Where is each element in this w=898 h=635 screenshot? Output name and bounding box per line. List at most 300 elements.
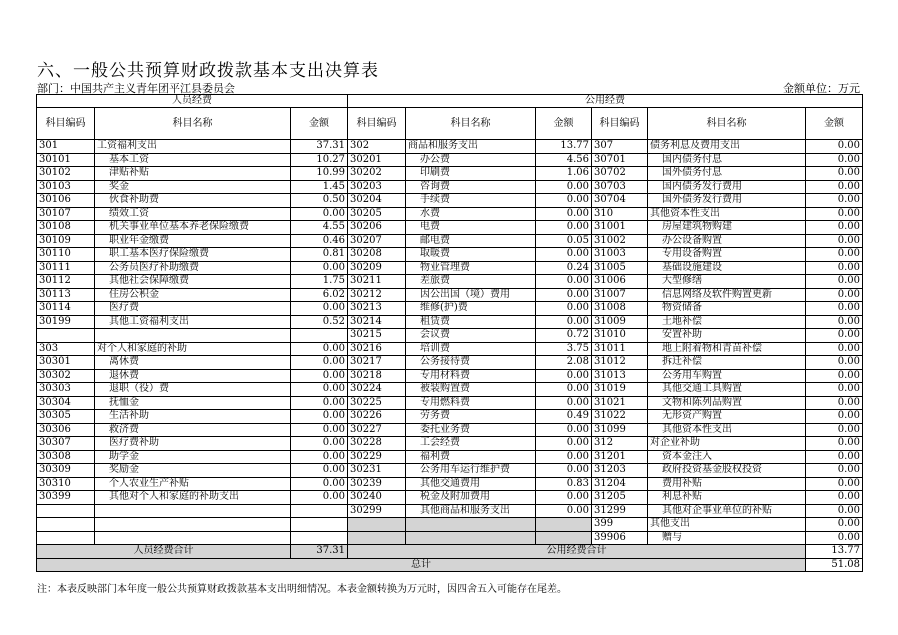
public-other-name-cell: 办公设备购置 <box>648 234 806 248</box>
goods-services-code-cell: 30215 <box>348 329 406 343</box>
personnel-amount-cell: 10.27 <box>291 153 348 167</box>
goods-services-code-cell: 30201 <box>348 153 406 167</box>
public-other-amount-cell: 0.00 <box>806 396 863 410</box>
personnel-code-cell: 30114 <box>37 302 95 316</box>
goods-services-name-cell: 福利费 <box>406 450 536 464</box>
public-other-code-cell: 30702 <box>592 167 648 181</box>
public-other-amount-cell: 0.00 <box>806 275 863 289</box>
public-other-amount-cell: 0.00 <box>806 194 863 208</box>
public-other-amount-cell: 0.00 <box>806 342 863 356</box>
public-other-code-cell: 31001 <box>592 221 648 235</box>
public-other-amount-cell: 0.00 <box>806 315 863 329</box>
personnel-code-cell: 30113 <box>37 288 95 302</box>
public-other-name-cell: 公务用车购置 <box>648 369 806 383</box>
goods-services-name-cell: 其他交通费用 <box>406 477 536 491</box>
public-other-name-cell: 安置补助 <box>648 329 806 343</box>
goods-services-code-cell: 30217 <box>348 356 406 370</box>
public-other-amount-cell: 0.00 <box>806 504 863 518</box>
col-header-amount: 金额 <box>536 108 592 140</box>
goods-services-amount-cell: 0.00 <box>536 437 592 451</box>
personnel-amount-cell: 0.00 <box>291 369 348 383</box>
goods-services-amount-cell: 1.06 <box>536 167 592 181</box>
goods-services-name-cell: 税金及附加费用 <box>406 491 536 505</box>
personnel-amount-cell: 0.00 <box>291 491 348 505</box>
public-other-code-cell: 31012 <box>592 356 648 370</box>
public-other-name-cell: 拆迁补偿 <box>648 356 806 370</box>
public-other-name-cell: 资本金注入 <box>648 450 806 464</box>
personnel-amount-cell: 0.46 <box>291 234 348 248</box>
personnel-amount-cell: 0.00 <box>291 464 348 478</box>
personnel-name-cell: 伙食补助费 <box>95 194 291 208</box>
goods-services-code-cell: 30207 <box>348 234 406 248</box>
public-other-name-cell: 债务利息及费用支出 <box>648 140 806 154</box>
goods-services-code-cell: 30214 <box>348 315 406 329</box>
table-row <box>37 504 863 518</box>
public-other-code-cell: 31006 <box>592 275 648 289</box>
goods-services-name-cell: 公务用车运行维护费 <box>406 464 536 478</box>
goods-services-code-cell: 30231 <box>348 464 406 478</box>
personnel-amount-cell: 0.00 <box>291 207 348 221</box>
public-other-code-cell: 31021 <box>592 396 648 410</box>
personnel-amount-cell: 0.81 <box>291 248 348 262</box>
public-other-code-cell: 31205 <box>592 491 648 505</box>
personnel-name-cell: 奖励金 <box>95 464 291 478</box>
goods-services-name-cell: 物业管理费 <box>406 261 536 275</box>
personnel-amount-cell <box>291 531 348 545</box>
personnel-name-cell: 退休费 <box>95 369 291 383</box>
public-other-name-cell: 国内债务发行费用 <box>648 180 806 194</box>
department-label: 部门：中国共产主义青年团平江县委员会 <box>37 82 235 95</box>
goods-services-code-cell: 30299 <box>348 504 406 518</box>
personnel-amount-cell: 0.00 <box>291 356 348 370</box>
goods-services-code-cell: 30206 <box>348 221 406 235</box>
personnel-name-cell <box>95 518 291 532</box>
col-header-name: 科目名称 <box>648 108 806 140</box>
personnel-code-cell: 30106 <box>37 194 95 208</box>
goods-services-code-cell: 30203 <box>348 180 406 194</box>
goods-services-amount-cell: 0.00 <box>536 248 592 262</box>
goods-services-name-cell: 会议费 <box>406 329 536 343</box>
personnel-name-cell: 职业年金缴费 <box>95 234 291 248</box>
goods-services-name-cell: 手续费 <box>406 194 536 208</box>
col-header-amount: 金额 <box>291 108 348 140</box>
goods-services-amount-cell: 0.00 <box>536 302 592 316</box>
personnel-amount-cell: 0.00 <box>291 302 348 316</box>
goods-services-code-cell: 30208 <box>348 248 406 262</box>
public-other-amount-cell: 0.00 <box>806 167 863 181</box>
personnel-code-cell <box>37 531 95 545</box>
public-other-amount-cell: 0.00 <box>806 450 863 464</box>
public-other-name-cell: 国外债务付息 <box>648 167 806 181</box>
personnel-code-cell: 30306 <box>37 423 95 437</box>
public-other-amount-cell: 0.00 <box>806 234 863 248</box>
public-other-name-cell: 专用设备购置 <box>648 248 806 262</box>
personnel-code-cell: 30399 <box>37 491 95 505</box>
goods-services-amount-cell: 13.77 <box>536 140 592 154</box>
personnel-amount-cell: 10.99 <box>291 167 348 181</box>
personnel-amount-cell: 0.00 <box>291 261 348 275</box>
public-other-code-cell: 310 <box>592 207 648 221</box>
goods-services-name-cell: 取暖费 <box>406 248 536 262</box>
personnel-amount-cell: 0.00 <box>291 396 348 410</box>
personnel-code-cell: 30305 <box>37 410 95 424</box>
public-other-code-cell: 31007 <box>592 288 648 302</box>
public-other-amount-cell: 0.00 <box>806 180 863 194</box>
personnel-name-cell: 救济费 <box>95 423 291 437</box>
public-other-amount-cell: 0.00 <box>806 153 863 167</box>
public-other-name-cell: 其他交通工具购置 <box>648 383 806 397</box>
group-header-row <box>37 95 863 108</box>
public-other-amount-cell: 0.00 <box>806 423 863 437</box>
public-other-amount-cell: 0.00 <box>806 261 863 275</box>
goods-services-amount-cell: 0.83 <box>536 477 592 491</box>
personnel-name-cell: 职工基本医疗保险缴费 <box>95 248 291 262</box>
public-total-label: 公用经费合计 <box>348 545 806 559</box>
personnel-name-cell: 基本工资 <box>95 153 291 167</box>
personnel-name-cell: 工资福利支出 <box>95 140 291 154</box>
public-other-code-cell: 31003 <box>592 248 648 262</box>
goods-services-name-cell: 维修(护)费 <box>406 302 536 316</box>
public-other-name-cell: 文物和陈列品购置 <box>648 396 806 410</box>
goods-services-amount-cell: 0.00 <box>536 504 592 518</box>
goods-services-name-cell <box>406 531 536 545</box>
goods-services-code-cell: 30240 <box>348 491 406 505</box>
table-row <box>37 477 863 491</box>
public-other-name-cell: 信息网络及软件购置更新 <box>648 288 806 302</box>
public-other-code-cell: 30704 <box>592 194 648 208</box>
personnel-amount-cell: 1.45 <box>291 180 348 194</box>
personnel-amount-cell <box>291 329 348 343</box>
table-row <box>37 369 863 383</box>
personnel-code-cell: 303 <box>37 342 95 356</box>
goods-services-name-cell: 工会经费 <box>406 437 536 451</box>
public-other-name-cell: 其他对企事业单位的补贴 <box>648 504 806 518</box>
col-header-code: 科目编码 <box>592 108 648 140</box>
table-row <box>37 383 863 397</box>
page-title: 六、一般公共预算财政拨款基本支出决算表 <box>37 61 379 81</box>
goods-services-code-cell <box>348 518 406 532</box>
goods-services-code-cell: 30212 <box>348 288 406 302</box>
goods-services-code-cell <box>348 531 406 545</box>
personnel-code-cell: 30302 <box>37 369 95 383</box>
goods-services-amount-cell: 0.05 <box>536 234 592 248</box>
goods-services-amount-cell: 0.00 <box>536 180 592 194</box>
personnel-name-cell <box>95 329 291 343</box>
goods-services-amount-cell: 0.00 <box>536 423 592 437</box>
goods-services-name-cell: 办公费 <box>406 153 536 167</box>
personnel-amount-cell: 0.00 <box>291 383 348 397</box>
goods-services-amount-cell: 0.00 <box>536 194 592 208</box>
table-row <box>37 396 863 410</box>
personnel-amount-cell: 4.55 <box>291 221 348 235</box>
col-header-amount: 金额 <box>806 108 863 140</box>
personnel-code-cell: 30309 <box>37 464 95 478</box>
personnel-amount-cell: 0.52 <box>291 315 348 329</box>
public-total-amount: 13.77 <box>806 545 863 559</box>
public-other-name-cell: 对企业补助 <box>648 437 806 451</box>
table-row <box>37 423 863 437</box>
public-other-amount-cell: 0.00 <box>806 207 863 221</box>
goods-services-name-cell: 劳务费 <box>406 410 536 424</box>
public-other-amount-cell: 0.00 <box>806 477 863 491</box>
personnel-code-cell: 30103 <box>37 180 95 194</box>
goods-services-code-cell: 30225 <box>348 396 406 410</box>
personnel-name-cell: 住房公积金 <box>95 288 291 302</box>
personnel-name-cell: 医疗费 <box>95 302 291 316</box>
goods-services-code-cell: 30211 <box>348 275 406 289</box>
goods-services-name-cell: 差旅费 <box>406 275 536 289</box>
public-other-code-cell: 31299 <box>592 504 648 518</box>
personnel-name-cell <box>95 504 291 518</box>
table-row <box>37 288 863 302</box>
goods-services-code-cell: 30228 <box>348 437 406 451</box>
goods-services-name-cell: 印刷费 <box>406 167 536 181</box>
goods-services-code-cell: 30202 <box>348 167 406 181</box>
personnel-amount-cell: 1.75 <box>291 275 348 289</box>
personnel-amount-cell: 0.00 <box>291 477 348 491</box>
table-row <box>37 221 863 235</box>
table-row <box>37 518 863 532</box>
footnote: 注：本表反映部门本年度一般公共预算财政拨款基本支出明细情况。本表金额转换为万元时，因四舍五入可能存在尾差。 <box>37 584 567 595</box>
personnel-name-cell: 抚恤金 <box>95 396 291 410</box>
personnel-amount-cell: 0.00 <box>291 450 348 464</box>
personnel-amount-cell: 6.02 <box>291 288 348 302</box>
goods-services-name-cell: 咨询费 <box>406 180 536 194</box>
public-other-amount-cell: 0.00 <box>806 248 863 262</box>
goods-services-amount-cell: 0.00 <box>536 207 592 221</box>
goods-services-code-cell: 30229 <box>348 450 406 464</box>
personnel-code-cell: 30112 <box>37 275 95 289</box>
col-header-code: 科目编码 <box>348 108 406 140</box>
goods-services-name-cell: 其他商品和服务支出 <box>406 504 536 518</box>
public-other-name-cell: 政府投资基金股权投资 <box>648 464 806 478</box>
personnel-name-cell: 机关事业单位基本养老保险缴费 <box>95 221 291 235</box>
goods-services-amount-cell: 0.00 <box>536 275 592 289</box>
personnel-amount-cell: 0.00 <box>291 342 348 356</box>
goods-services-name-cell: 委托业务费 <box>406 423 536 437</box>
col-header-code: 科目编码 <box>37 108 95 140</box>
public-other-code-cell: 31002 <box>592 234 648 248</box>
personnel-amount-cell: 37.31 <box>291 140 348 154</box>
public-other-name-cell: 利息补贴 <box>648 491 806 505</box>
personnel-name-cell: 公务员医疗补助缴费 <box>95 261 291 275</box>
goods-services-code-cell: 30204 <box>348 194 406 208</box>
goods-services-code-cell: 30205 <box>348 207 406 221</box>
table-row <box>37 464 863 478</box>
personnel-name-cell: 其他工资福利支出 <box>95 315 291 329</box>
personnel-code-cell: 30303 <box>37 383 95 397</box>
goods-services-amount-cell <box>536 531 592 545</box>
public-other-amount-cell: 0.00 <box>806 288 863 302</box>
goods-services-name-cell: 专用材料费 <box>406 369 536 383</box>
public-other-name-cell: 国外债务发行费用 <box>648 194 806 208</box>
public-other-name-cell: 国内债务付息 <box>648 153 806 167</box>
personnel-amount-cell: 0.00 <box>291 437 348 451</box>
personnel-code-cell: 30111 <box>37 261 95 275</box>
goods-services-name-cell: 商品和服务支出 <box>406 140 536 154</box>
public-other-code-cell: 307 <box>592 140 648 154</box>
personnel-code-cell: 30109 <box>37 234 95 248</box>
public-other-amount-cell: 0.00 <box>806 369 863 383</box>
goods-services-amount-cell: 3.75 <box>536 342 592 356</box>
personnel-code-cell: 30107 <box>37 207 95 221</box>
public-other-amount-cell: 0.00 <box>806 491 863 505</box>
table-row <box>37 315 863 329</box>
personnel-code-cell: 30102 <box>37 167 95 181</box>
public-other-name-cell: 地上附着物和青苗补偿 <box>648 342 806 356</box>
personnel-total-label: 人员经费合计 <box>37 545 291 559</box>
goods-services-code-cell: 30227 <box>348 423 406 437</box>
personnel-name-cell: 个人农业生产补贴 <box>95 477 291 491</box>
public-other-code-cell: 31009 <box>592 315 648 329</box>
public-other-name-cell: 物资储备 <box>648 302 806 316</box>
table-row <box>37 437 863 451</box>
table-row <box>37 450 863 464</box>
public-group-header: 公用经费 <box>348 95 863 108</box>
public-other-amount-cell: 0.00 <box>806 437 863 451</box>
table-row <box>37 207 863 221</box>
personnel-amount-cell: 0.00 <box>291 423 348 437</box>
grand-total-row <box>37 558 863 572</box>
public-other-code-cell: 31099 <box>592 423 648 437</box>
public-other-code-cell: 31203 <box>592 464 648 478</box>
table-row <box>37 180 863 194</box>
table-row <box>37 329 863 343</box>
goods-services-amount-cell: 0.49 <box>536 410 592 424</box>
personnel-name-cell: 医疗费补助 <box>95 437 291 451</box>
goods-services-amount-cell: 0.00 <box>536 464 592 478</box>
public-other-code-cell: 31019 <box>592 383 648 397</box>
goods-services-amount-cell: 0.00 <box>536 396 592 410</box>
goods-services-name-cell: 被装购置费 <box>406 383 536 397</box>
table-row <box>37 248 863 262</box>
public-other-name-cell: 无形资产购置 <box>648 410 806 424</box>
public-other-amount-cell: 0.00 <box>806 410 863 424</box>
unit-label: 金额单位：万元 <box>783 82 860 95</box>
public-other-amount-cell: 0.00 <box>806 356 863 370</box>
personnel-name-cell: 津贴补贴 <box>95 167 291 181</box>
public-other-amount-cell: 0.00 <box>806 221 863 235</box>
public-other-amount-cell: 0.00 <box>806 329 863 343</box>
goods-services-amount-cell: 0.72 <box>536 329 592 343</box>
col-header-name: 科目名称 <box>95 108 291 140</box>
public-other-amount-cell: 0.00 <box>806 531 863 545</box>
goods-services-amount-cell: 0.00 <box>536 383 592 397</box>
personnel-code-cell: 30310 <box>37 477 95 491</box>
personnel-amount-cell <box>291 518 348 532</box>
table-row <box>37 261 863 275</box>
goods-services-code-cell: 30216 <box>348 342 406 356</box>
personnel-name-cell <box>95 531 291 545</box>
public-other-code-cell: 30701 <box>592 153 648 167</box>
public-other-code-cell: 31201 <box>592 450 648 464</box>
col-header-name: 科目名称 <box>406 108 536 140</box>
public-other-name-cell: 费用补贴 <box>648 477 806 491</box>
table-row <box>37 531 863 545</box>
personnel-name-cell: 生活补助 <box>95 410 291 424</box>
goods-services-code-cell: 302 <box>348 140 406 154</box>
public-other-amount-cell: 0.00 <box>806 464 863 478</box>
public-other-code-cell: 31013 <box>592 369 648 383</box>
table-row <box>37 140 863 154</box>
goods-services-name-cell: 租赁费 <box>406 315 536 329</box>
table-row <box>37 410 863 424</box>
goods-services-code-cell: 30209 <box>348 261 406 275</box>
table-row <box>37 194 863 208</box>
public-other-amount-cell: 0.00 <box>806 383 863 397</box>
public-other-name-cell: 其他支出 <box>648 518 806 532</box>
table-row <box>37 153 863 167</box>
public-other-name-cell: 土地补偿 <box>648 315 806 329</box>
goods-services-amount-cell: 4.56 <box>536 153 592 167</box>
goods-services-amount-cell: 2.08 <box>536 356 592 370</box>
public-other-code-cell: 31204 <box>592 477 648 491</box>
public-other-name-cell: 其他资本性支出 <box>648 423 806 437</box>
personnel-name-cell: 奖金 <box>95 180 291 194</box>
goods-services-name-cell: 因公出国（境）费用 <box>406 288 536 302</box>
table-row <box>37 356 863 370</box>
personnel-name-cell: 退职（役）费 <box>95 383 291 397</box>
goods-services-name-cell: 公务接待费 <box>406 356 536 370</box>
table-row <box>37 342 863 356</box>
personnel-code-cell: 30199 <box>37 315 95 329</box>
personnel-code-cell: 30308 <box>37 450 95 464</box>
goods-services-amount-cell: 0.00 <box>536 315 592 329</box>
personnel-name-cell: 离休费 <box>95 356 291 370</box>
table-row <box>37 275 863 289</box>
table-row <box>37 491 863 505</box>
public-other-name-cell: 其他资本性支出 <box>648 207 806 221</box>
personnel-amount-cell: 0.00 <box>291 410 348 424</box>
personnel-group-header: 人员经费 <box>37 95 348 108</box>
table-row <box>37 302 863 316</box>
personnel-name-cell: 绩效工资 <box>95 207 291 221</box>
goods-services-code-cell: 30239 <box>348 477 406 491</box>
goods-services-code-cell: 30213 <box>348 302 406 316</box>
personnel-name-cell: 其他对个人和家庭的补助支出 <box>95 491 291 505</box>
personnel-name-cell: 其他社会保障缴费 <box>95 275 291 289</box>
personnel-name-cell: 助学金 <box>95 450 291 464</box>
goods-services-name-cell: 培训费 <box>406 342 536 356</box>
public-other-code-cell: 31022 <box>592 410 648 424</box>
personnel-code-cell: 30110 <box>37 248 95 262</box>
personnel-amount-cell <box>291 504 348 518</box>
goods-services-amount-cell: 0.00 <box>536 288 592 302</box>
goods-services-name-cell: 专用燃料费 <box>406 396 536 410</box>
goods-services-code-cell: 30226 <box>348 410 406 424</box>
grand-total-label: 总计 <box>37 558 806 572</box>
grand-total-amount: 51.08 <box>806 558 863 572</box>
public-other-name-cell: 房屋建筑物购建 <box>648 221 806 235</box>
goods-services-name-cell <box>406 518 536 532</box>
goods-services-amount-cell: 0.24 <box>536 261 592 275</box>
public-other-name-cell: 基础设施建设 <box>648 261 806 275</box>
personnel-code-cell: 30304 <box>37 396 95 410</box>
personnel-code-cell: 30108 <box>37 221 95 235</box>
goods-services-code-cell: 30218 <box>348 369 406 383</box>
goods-services-code-cell: 30224 <box>348 383 406 397</box>
goods-services-name-cell: 电费 <box>406 221 536 235</box>
personnel-code-cell: 30101 <box>37 153 95 167</box>
personnel-code-cell: 30301 <box>37 356 95 370</box>
public-other-code-cell: 30703 <box>592 180 648 194</box>
goods-services-amount-cell: 0.00 <box>536 221 592 235</box>
personnel-code-cell <box>37 518 95 532</box>
subtotal-row <box>37 545 863 559</box>
goods-services-amount-cell: 0.00 <box>536 450 592 464</box>
public-other-name-cell: 赠与 <box>648 531 806 545</box>
personnel-name-cell: 对个人和家庭的补助 <box>95 342 291 356</box>
